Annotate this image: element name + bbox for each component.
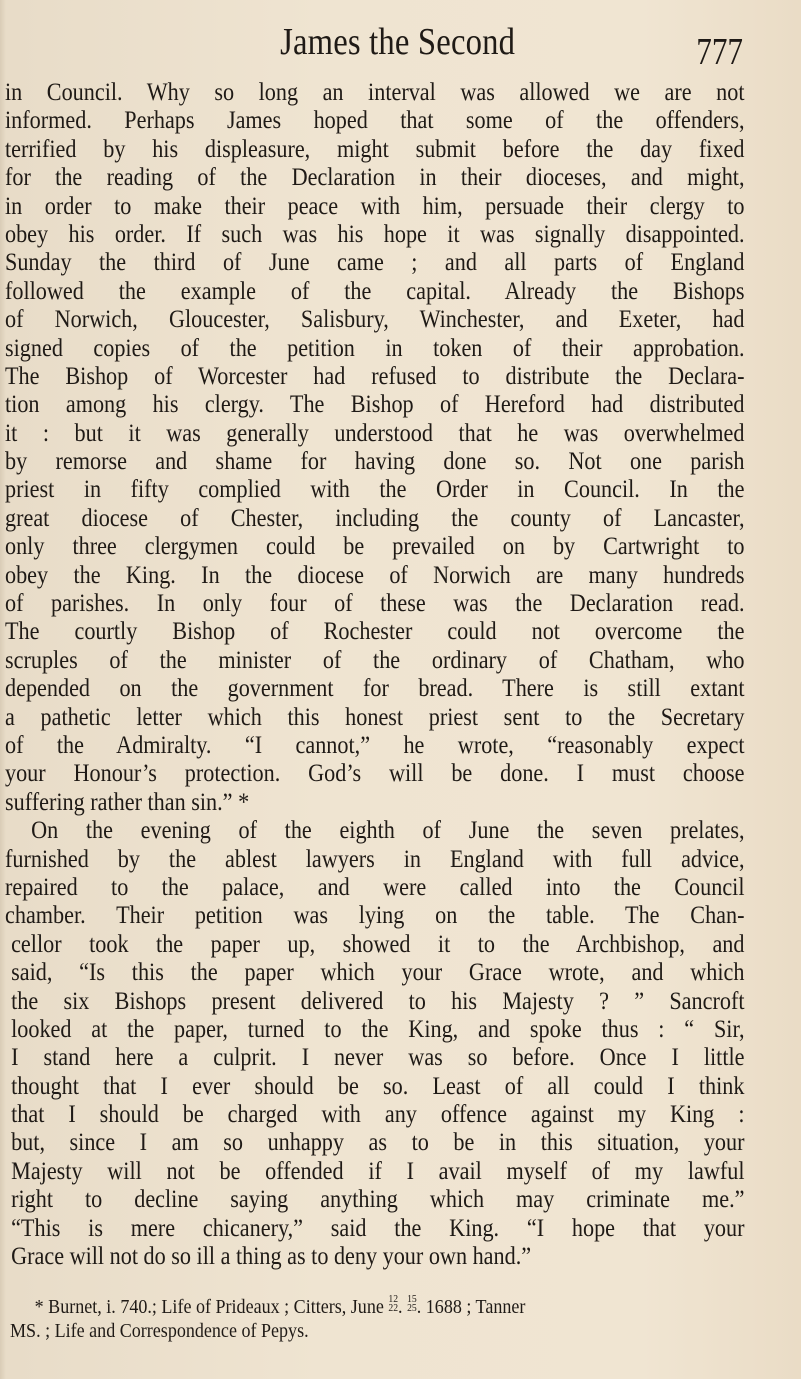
text-line: Majesty will not be offended if I avail myself of my lawful [11,1155,745,1185]
text-line: cellor took the paper up, showed it to the Archbishop, and [11,928,745,958]
text-line: informed. Perhaps James hoped that some of the offenders, [5,105,745,135]
footnote-text: Burnet, i. 740.; Life of Prideaux ; Citters, June [48,1296,389,1318]
text-line: The Bishop of Worcester had refused to distribute the Declara- [5,360,745,390]
text-line: The courtly Bishop of Rochester could not overcome the [5,616,745,646]
text-line: priest in fifty complied with the Order in Council. In the [5,474,745,504]
text-line: terrified by his displeasure, might submit before the day fixed [5,133,745,163]
page-number: 777 [696,31,743,73]
text-line-paragraph-start: On the evening of the eighth of June the seven prelates, [31,815,745,845]
text-line: followed the example of the capital. Already the Bishops [5,275,745,305]
footnote-marker: * [34,1296,44,1318]
running-title: James the Second [280,21,516,63]
text-line: obey the King. In the diocese of Norwich are many hundreds [5,559,745,589]
text-line: it : but it was generally understood that he was overwhelmed [5,417,745,447]
text-line: depended on the government for bread. There is still extant [5,673,745,703]
text-line: said, “Is this the paper which your Grace wrote, and which [11,957,745,987]
text-line: by remorse and shame for having done so. Not one parish [5,446,745,476]
text-line: tion among his clergy. The Bishop of Hereford had distributed [5,389,745,419]
footnote-line: * Burnet, i. 740.; Life of Prideaux ; Citters, June 12 22 . 15 25 . 1688 ; Tanner [34,1293,526,1318]
text-line: but, since I am so unhappy as to be in this situation, your [11,1127,745,1157]
text-line: that I should be charged with any offence against my King : [11,1099,745,1129]
text-line: obey his order. If such was his hope it was signally disappointed. [5,218,745,248]
text-line-paragraph-end: Grace will not do so ill a thing as to deny your own hand.” [11,1241,532,1271]
text-line: great diocese of Chester, including the county of Lancaster, [5,502,745,532]
footnote-line: MS. ; Life and Correspondence of Pepys. [10,1320,309,1342]
page-header [0,20,801,73]
text-line: right to decline saying anything which may criminate me.” [11,1184,745,1214]
text-line: furnished by the ablest lawyers in England with full advice, [5,843,745,873]
text-line: looked at the paper, turned to the King, and spoke thus : “ Sir, [11,1013,745,1043]
text-line: in Council. Why so long an interval was allowed we are not [5,77,745,106]
text-line: scruples of the minister of the ordinary of Chatham, who [5,644,745,674]
text-line: only three clergymen could be prevailed on by Cartwright to [5,531,745,561]
text-line: “This is mere chicanery,” said the King. “I hope that your [11,1212,745,1242]
text-line: I stand here a culprit. I never was so before. Once I little [11,1042,745,1072]
text-line: in order to make their peace with him, persuade their clergy to [5,190,745,220]
text-line: of the Admiralty. “I cannot,” he wrote, “reasonably expect [5,729,745,759]
text-line: Sunday the third of June came ; and all parts of England [5,247,745,277]
text-line-paragraph-end: suffering rather than sin.” * [5,786,250,816]
body-text [5,78,745,1270]
text-line: a pathetic letter which this honest priest sent to the Secretary [5,701,745,731]
text-line: of Norwich, Gloucester, Salisbury, Winchester, and Exeter, had [5,304,745,334]
text-line: for the reading of the Declaration in their dioceses, and might, [5,162,745,192]
text-line: thought that I ever should be so. Least of all could I think [11,1070,745,1100]
text-line: your Honour’s protection. God’s will be done. I must choose [5,758,745,788]
footnote [10,1295,790,1343]
fraction-date: 12 22 [388,1293,399,1314]
text-line: chamber. Their petition was lying on the table. The Chan- [5,900,745,930]
text-line: signed copies of the petition in token of their approbation. [5,332,745,362]
footnote-text: 1688 ; Tanner [421,1296,526,1318]
text-line: of parishes. In only four of these was the Declaration read. [5,588,745,618]
text-line: repaired to the palace, and were called into the Council [5,871,745,901]
fraction-date: 15 25 [407,1293,417,1314]
text-line: the six Bishops present delivered to his Majesty ? ” Sancroft [11,985,745,1015]
